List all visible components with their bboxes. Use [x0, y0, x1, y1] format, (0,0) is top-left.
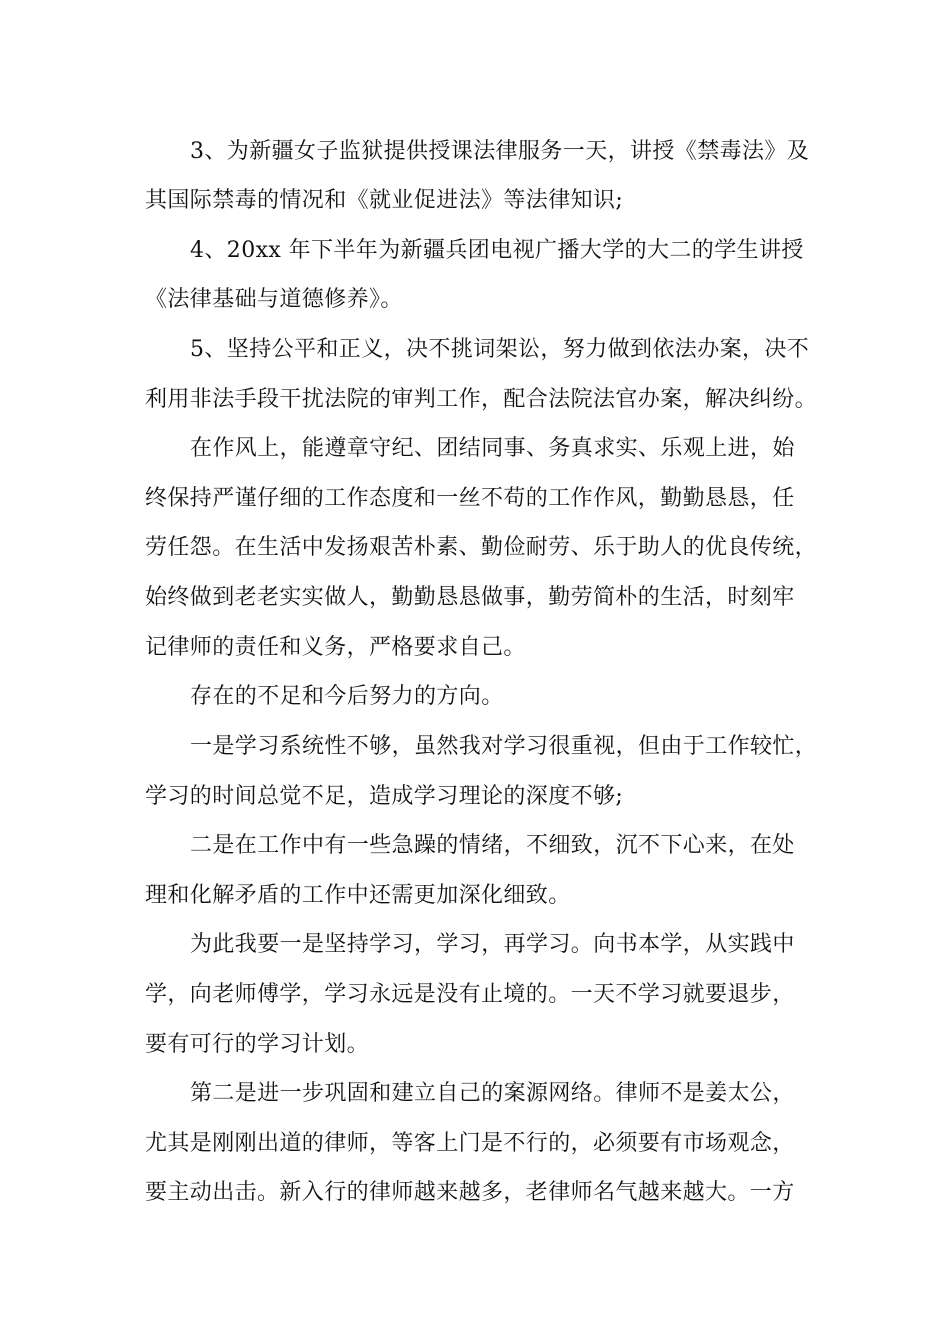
text-line: 3、为新疆女子监狱提供授课法律服务一天，讲授《禁毒法》及: [190, 139, 810, 164]
text-line: 利用非法手段干扰法院的审判工作，配合法院法官办案，解决纠纷。: [145, 387, 818, 412]
text-line: 5、坚持公平和正义，决不挑词架讼，努力做到依法办案，决不: [190, 337, 810, 362]
text-line: 第二是进一步巩固和建立自己的案源网络。律师不是姜太公，: [190, 1081, 795, 1106]
text-line: 学，向老师傅学，学习永远是没有止境的。一天不学习就要退步，: [145, 982, 795, 1007]
text-line: 尤其是刚刚出道的律师，等客上门是不行的，必须要有市场观念，: [145, 1131, 795, 1156]
text-line: 始终做到老老实实做人，勤勤恳恳做事，勤劳简朴的生活，时刻牢: [145, 585, 795, 610]
text-line: 为此我要一是坚持学习，学习，再学习。向书本学，从实践中: [190, 932, 795, 957]
text-line: 存在的不足和今后努力的方向。: [190, 684, 504, 709]
text-line: 要有可行的学习计划。: [145, 1032, 370, 1057]
text-line: 劳任怨。在生活中发扬艰苦朴素、勤俭耐劳、乐于助人的优良传统，: [145, 535, 818, 560]
text-line: 终保持严谨仔细的工作态度和一丝不苟的工作作风，勤勤恳恳，任: [145, 486, 795, 511]
text-line: 学习的时间总觉不足，造成学习理论的深度不够;: [145, 784, 624, 809]
text-line: 记律师的责任和义务，严格要求自己。: [145, 635, 526, 660]
text-line: 在作风上，能遵章守纪、团结同事、务真求实、乐观上进，始: [190, 436, 795, 461]
text-line: 其国际禁毒的情况和《就业促进法》等法律知识;: [145, 188, 624, 213]
text-line: 要主动出击。新入行的律师越来越多，老律师名气越来越大。一方: [145, 1180, 795, 1205]
text-line: 《法律基础与道德修养》。: [145, 287, 403, 312]
text-line: 4、20xx 年下半年为新疆兵团电视广播大学的大二的学生讲授: [190, 238, 804, 263]
text-line: 一是学习系统性不够，虽然我对学习很重视，但由于工作较忙，: [190, 734, 818, 759]
text-line: 理和化解矛盾的工作中还需更加深化细致。: [145, 883, 571, 908]
text-line: 二是在工作中有一些急躁的情绪，不细致，沉不下心来，在处: [190, 833, 795, 858]
